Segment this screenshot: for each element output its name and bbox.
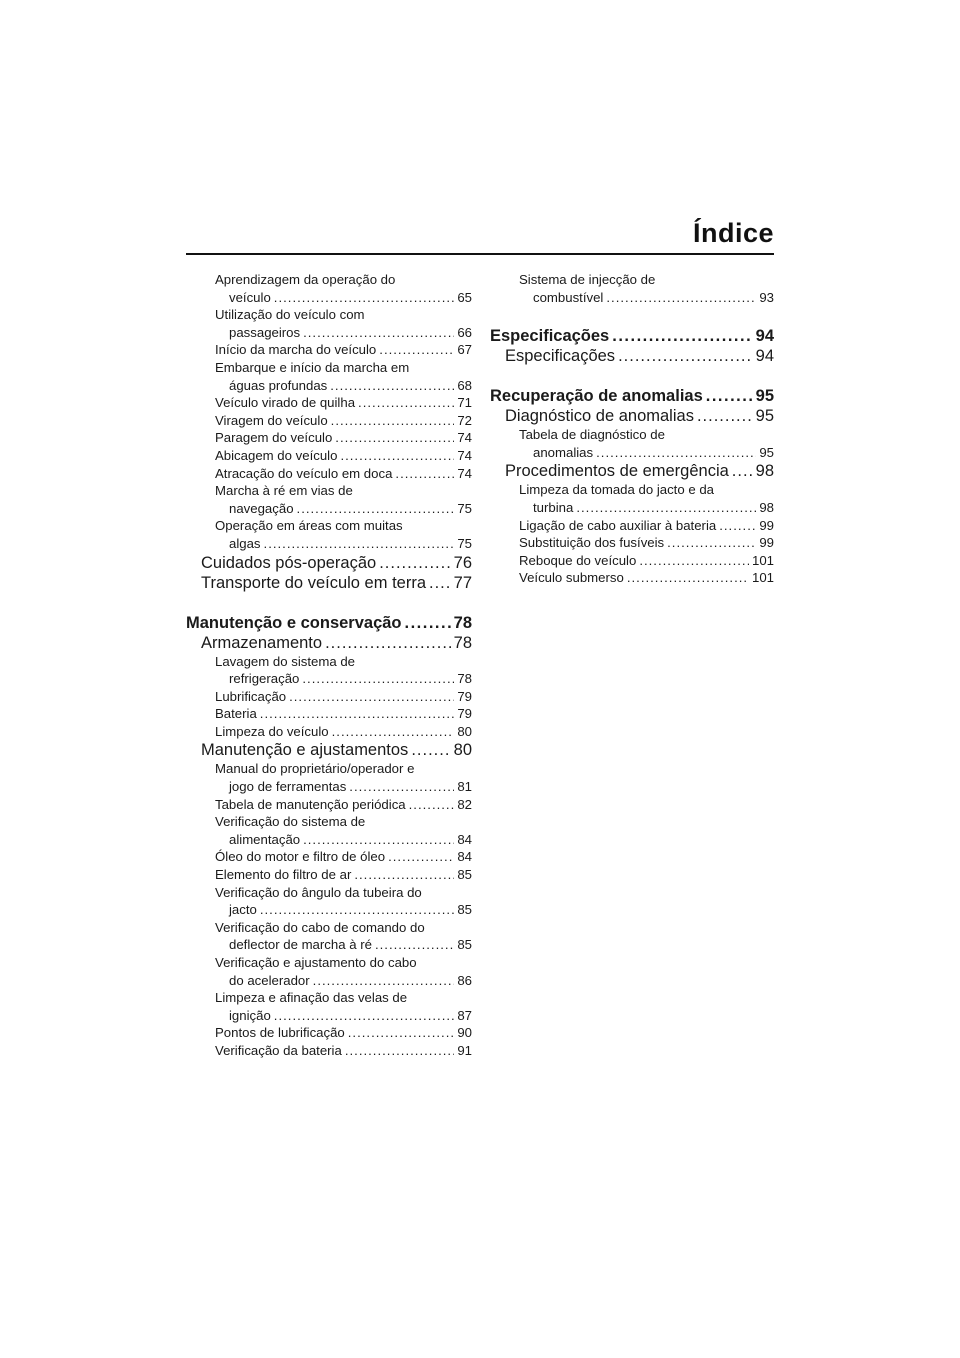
toc-page-number: 95 bbox=[755, 387, 774, 406]
toc-item[interactable] bbox=[186, 796, 472, 814]
dot-leader bbox=[627, 569, 749, 587]
toc-item-title: Limpeza do veículo bbox=[215, 723, 329, 739]
toc-item[interactable] bbox=[186, 723, 472, 741]
dot-leader bbox=[303, 831, 454, 849]
toc-item-title: Substituição dos fusíveis bbox=[519, 535, 665, 551]
toc-right-column bbox=[490, 271, 774, 587]
toc-item-title: Óleo do motor e filtro de óleo bbox=[215, 849, 386, 865]
toc-chapter[interactable] bbox=[186, 553, 472, 573]
toc-item-title: Operação em áreas com muitas bbox=[215, 518, 403, 534]
dot-leader bbox=[576, 499, 756, 517]
dot-leader bbox=[340, 447, 454, 465]
dot-leader bbox=[596, 444, 756, 462]
toc-page-number: 98 bbox=[755, 462, 774, 481]
dot-leader bbox=[409, 796, 455, 814]
toc-item-title: Tabela de manutenção periódica bbox=[215, 796, 406, 812]
toc-page-number: 101 bbox=[751, 552, 774, 568]
toc-item-title: Tabela de diagnóstico de bbox=[519, 427, 665, 443]
toc-page-number: 91 bbox=[457, 1042, 472, 1058]
dot-leader bbox=[331, 412, 455, 430]
toc-item-title: Manutenção e ajustamentos bbox=[201, 741, 409, 760]
toc-section[interactable] bbox=[186, 613, 472, 633]
toc-item-title: jogo de ferramentas bbox=[229, 779, 347, 795]
toc-chapter[interactable] bbox=[186, 573, 472, 593]
toc-item-title: Veículo virado de quilha bbox=[215, 395, 356, 411]
toc-item-title: Manual do proprietário/operador e bbox=[215, 761, 415, 777]
toc-item-title: deflector de marcha à ré bbox=[229, 937, 372, 953]
toc-item[interactable] bbox=[186, 482, 472, 517]
toc-page-number: 71 bbox=[457, 395, 472, 411]
toc-chapter[interactable] bbox=[490, 346, 774, 366]
section-gap bbox=[186, 593, 472, 613]
toc-item-title: Lavagem do sistema de bbox=[215, 653, 356, 669]
dot-leader bbox=[429, 573, 451, 593]
toc-page-number: 67 bbox=[457, 342, 472, 358]
dot-leader bbox=[302, 670, 454, 688]
toc-page-number: 79 bbox=[457, 706, 472, 722]
toc-item-title: Diagnóstico de anomalias bbox=[505, 407, 694, 426]
dot-leader bbox=[330, 377, 454, 395]
dot-leader bbox=[411, 740, 450, 760]
toc-page-number: 84 bbox=[457, 831, 472, 847]
toc-item-title: Reboque do veículo bbox=[519, 552, 637, 568]
toc-page-number: 93 bbox=[759, 289, 774, 305]
toc-item-title: Verificação do ângulo da tubeira do bbox=[215, 884, 422, 900]
toc-item-title: combustível bbox=[533, 289, 604, 305]
toc-page-number: 80 bbox=[457, 723, 472, 739]
dot-leader bbox=[260, 705, 455, 723]
dot-leader bbox=[349, 778, 454, 796]
dot-leader bbox=[358, 394, 454, 412]
toc-item[interactable] bbox=[186, 1042, 472, 1060]
toc-page-number: 85 bbox=[457, 902, 472, 918]
toc-item-title: Verificação e ajustamento do cabo bbox=[215, 955, 417, 970]
title-rule bbox=[186, 253, 774, 255]
dot-leader bbox=[697, 406, 753, 426]
toc-page-number: 75 bbox=[457, 535, 472, 551]
toc-item-title: Especificações bbox=[490, 327, 610, 346]
section-gap bbox=[490, 306, 774, 326]
toc-item[interactable] bbox=[490, 569, 774, 587]
toc-page-number: 85 bbox=[457, 867, 472, 883]
toc-item-title: jacto bbox=[229, 902, 257, 918]
toc-item[interactable] bbox=[186, 919, 472, 954]
toc-item-title: Manutenção e conservação bbox=[186, 613, 402, 632]
toc-page-number: 74 bbox=[457, 447, 472, 463]
section-gap bbox=[490, 366, 774, 386]
toc-item[interactable] bbox=[186, 866, 472, 884]
toc-item-title: Especificações bbox=[505, 347, 616, 366]
toc-page-number: 99 bbox=[759, 535, 774, 551]
toc-item-title: Sistema de injecção de bbox=[519, 272, 656, 287]
toc-page-number: 75 bbox=[457, 500, 472, 516]
dot-leader bbox=[379, 553, 450, 573]
dot-leader bbox=[612, 326, 752, 346]
toc-page-number: 74 bbox=[457, 430, 472, 446]
toc-page-number: 94 bbox=[755, 347, 774, 366]
toc-item[interactable] bbox=[186, 1024, 472, 1042]
toc-item-title: Cuidados pós-operação bbox=[201, 553, 377, 572]
dot-leader bbox=[706, 386, 753, 406]
dot-leader bbox=[264, 535, 455, 553]
toc-chapter[interactable] bbox=[186, 740, 472, 760]
toc-item-title: Início da marcha do veículo bbox=[215, 342, 377, 358]
toc-item-title: Armazenamento bbox=[201, 633, 323, 652]
toc-page-number: 87 bbox=[457, 1007, 472, 1023]
dot-leader bbox=[289, 688, 454, 706]
toc-item-title: Marcha à ré em vias de bbox=[215, 483, 353, 499]
toc-item-title: algas bbox=[229, 535, 261, 551]
toc-item-title: Paragem do veículo bbox=[215, 430, 333, 446]
dot-leader bbox=[354, 866, 454, 884]
page-title: Índice bbox=[692, 218, 774, 248]
toc-page-number: 68 bbox=[457, 377, 472, 393]
toc-chapter[interactable] bbox=[186, 633, 472, 653]
dot-leader bbox=[303, 324, 454, 342]
toc-item[interactable] bbox=[186, 359, 472, 394]
dot-leader bbox=[335, 429, 454, 447]
toc-item-title: Utilização do veículo com bbox=[215, 307, 365, 323]
toc-item-title: turbina bbox=[533, 499, 574, 515]
dot-leader bbox=[332, 723, 455, 741]
toc-item[interactable] bbox=[186, 954, 472, 989]
toc-item-title: refrigeração bbox=[229, 671, 300, 687]
toc-item[interactable] bbox=[186, 341, 472, 359]
toc-item[interactable] bbox=[490, 534, 774, 552]
toc-page-number: 82 bbox=[457, 796, 472, 812]
toc-item[interactable] bbox=[186, 653, 472, 688]
toc-item[interactable] bbox=[186, 465, 472, 483]
toc-item-title: Aprendizagem da operação do bbox=[215, 272, 396, 287]
toc-item[interactable] bbox=[186, 447, 472, 465]
toc-item-title: veículo bbox=[229, 289, 271, 305]
toc-item-title: navegação bbox=[229, 500, 294, 516]
toc-page-number: 77 bbox=[453, 573, 472, 592]
toc-item-title: Atracação do veículo em doca bbox=[215, 465, 393, 481]
toc-page-number: 84 bbox=[457, 849, 472, 865]
toc-item-title: do acelerador bbox=[229, 972, 310, 988]
toc-page-number: 78 bbox=[457, 671, 472, 687]
toc-item[interactable] bbox=[186, 412, 472, 430]
dot-leader bbox=[345, 1042, 455, 1060]
toc-item[interactable] bbox=[186, 306, 472, 341]
toc-page-number: 85 bbox=[457, 937, 472, 953]
toc-item[interactable] bbox=[186, 429, 472, 447]
toc-item[interactable] bbox=[490, 481, 774, 516]
toc-item-title: águas profundas bbox=[229, 377, 328, 393]
toc-chapter[interactable] bbox=[490, 461, 774, 481]
toc-page-number: 65 bbox=[457, 289, 472, 305]
dot-leader bbox=[667, 534, 756, 552]
toc-page-number: 66 bbox=[457, 324, 472, 340]
toc-item-title: Embarque e início da marcha em bbox=[215, 359, 410, 375]
toc-page-number: 86 bbox=[457, 972, 472, 988]
toc-page-number: 81 bbox=[457, 779, 472, 795]
toc-item-title: anomalias bbox=[533, 444, 594, 460]
toc-item[interactable] bbox=[186, 517, 472, 552]
toc-item-title: Transporte do veículo em terra bbox=[201, 573, 426, 592]
dot-leader bbox=[260, 901, 454, 919]
dot-leader bbox=[719, 517, 756, 535]
toc-page-number: 80 bbox=[453, 741, 472, 760]
toc-item-title: Verificação do cabo de comando do bbox=[215, 919, 425, 935]
toc-item-title: Bateria bbox=[215, 706, 257, 722]
toc-item-title: Limpeza e afinação das velas de bbox=[215, 990, 408, 1006]
dot-leader bbox=[618, 346, 753, 366]
dot-leader bbox=[606, 289, 756, 307]
toc-page-number: 76 bbox=[453, 553, 472, 572]
toc-item[interactable] bbox=[186, 705, 472, 723]
dot-leader bbox=[639, 552, 749, 570]
dot-leader bbox=[405, 613, 451, 633]
toc-item-title: Elemento do filtro de ar bbox=[215, 867, 352, 883]
toc-page-number: 90 bbox=[457, 1025, 472, 1041]
toc-item-title: Ligação de cabo auxiliar à bateria bbox=[519, 517, 717, 533]
toc-page-number: 99 bbox=[759, 517, 774, 533]
toc-page-number: 79 bbox=[457, 688, 472, 704]
dot-leader bbox=[388, 848, 454, 866]
toc-item-title: Recuperação de anomalias bbox=[490, 387, 703, 406]
toc-item[interactable] bbox=[186, 760, 472, 795]
toc-item-title: Viragem do veículo bbox=[215, 412, 328, 428]
toc-item-title: passageiros bbox=[229, 324, 301, 340]
dot-leader bbox=[297, 500, 455, 518]
toc-section[interactable] bbox=[490, 386, 774, 406]
dot-leader bbox=[395, 465, 454, 483]
toc-chapter[interactable] bbox=[490, 406, 774, 426]
toc-item[interactable] bbox=[186, 688, 472, 706]
dot-leader bbox=[274, 289, 455, 307]
toc-page-number: 74 bbox=[457, 465, 472, 481]
toc-item-title: Verificação da bateria bbox=[215, 1042, 342, 1058]
toc-item[interactable] bbox=[186, 813, 472, 848]
toc-page-number: 98 bbox=[759, 499, 774, 515]
toc-item[interactable] bbox=[186, 848, 472, 866]
toc-page-number: 95 bbox=[759, 444, 774, 460]
toc-item-title: Limpeza da tomada do jacto e da bbox=[519, 482, 715, 498]
toc-item[interactable] bbox=[490, 517, 774, 535]
toc-page-number: 101 bbox=[751, 570, 774, 586]
toc-section[interactable] bbox=[490, 326, 774, 346]
toc-item[interactable] bbox=[490, 426, 774, 461]
dot-leader bbox=[325, 633, 451, 653]
toc-item[interactable] bbox=[186, 271, 472, 306]
toc-item[interactable] bbox=[490, 552, 774, 570]
toc-item[interactable] bbox=[186, 394, 472, 412]
toc-item[interactable] bbox=[490, 271, 774, 306]
toc-left-column bbox=[186, 271, 472, 1060]
toc-item-title: ignição bbox=[229, 1007, 271, 1023]
dot-leader bbox=[274, 1007, 455, 1025]
dot-leader bbox=[313, 972, 455, 990]
toc-page-number: 95 bbox=[755, 407, 774, 426]
toc-item-title: Pontos de lubrificação bbox=[215, 1025, 345, 1041]
dot-leader bbox=[375, 936, 454, 954]
toc-item-title: Verificação do sistema de bbox=[215, 814, 366, 830]
toc-item-title: alimentação bbox=[229, 831, 301, 847]
toc-item-title: Lubrificação bbox=[215, 688, 287, 704]
toc-item[interactable] bbox=[186, 989, 472, 1024]
toc-page-number: 78 bbox=[453, 613, 472, 632]
dot-leader bbox=[348, 1024, 455, 1042]
dot-leader bbox=[379, 341, 454, 359]
toc-item[interactable] bbox=[186, 884, 472, 919]
toc-page-number: 72 bbox=[457, 412, 472, 428]
toc-item-title: Procedimentos de emergência bbox=[505, 462, 729, 481]
toc-item-title: Veículo submerso bbox=[519, 570, 624, 586]
toc-page-number: 78 bbox=[453, 633, 472, 652]
toc-page-number: 94 bbox=[755, 327, 774, 346]
dot-leader bbox=[732, 461, 753, 481]
toc-item-title: Abicagem do veículo bbox=[215, 447, 338, 463]
